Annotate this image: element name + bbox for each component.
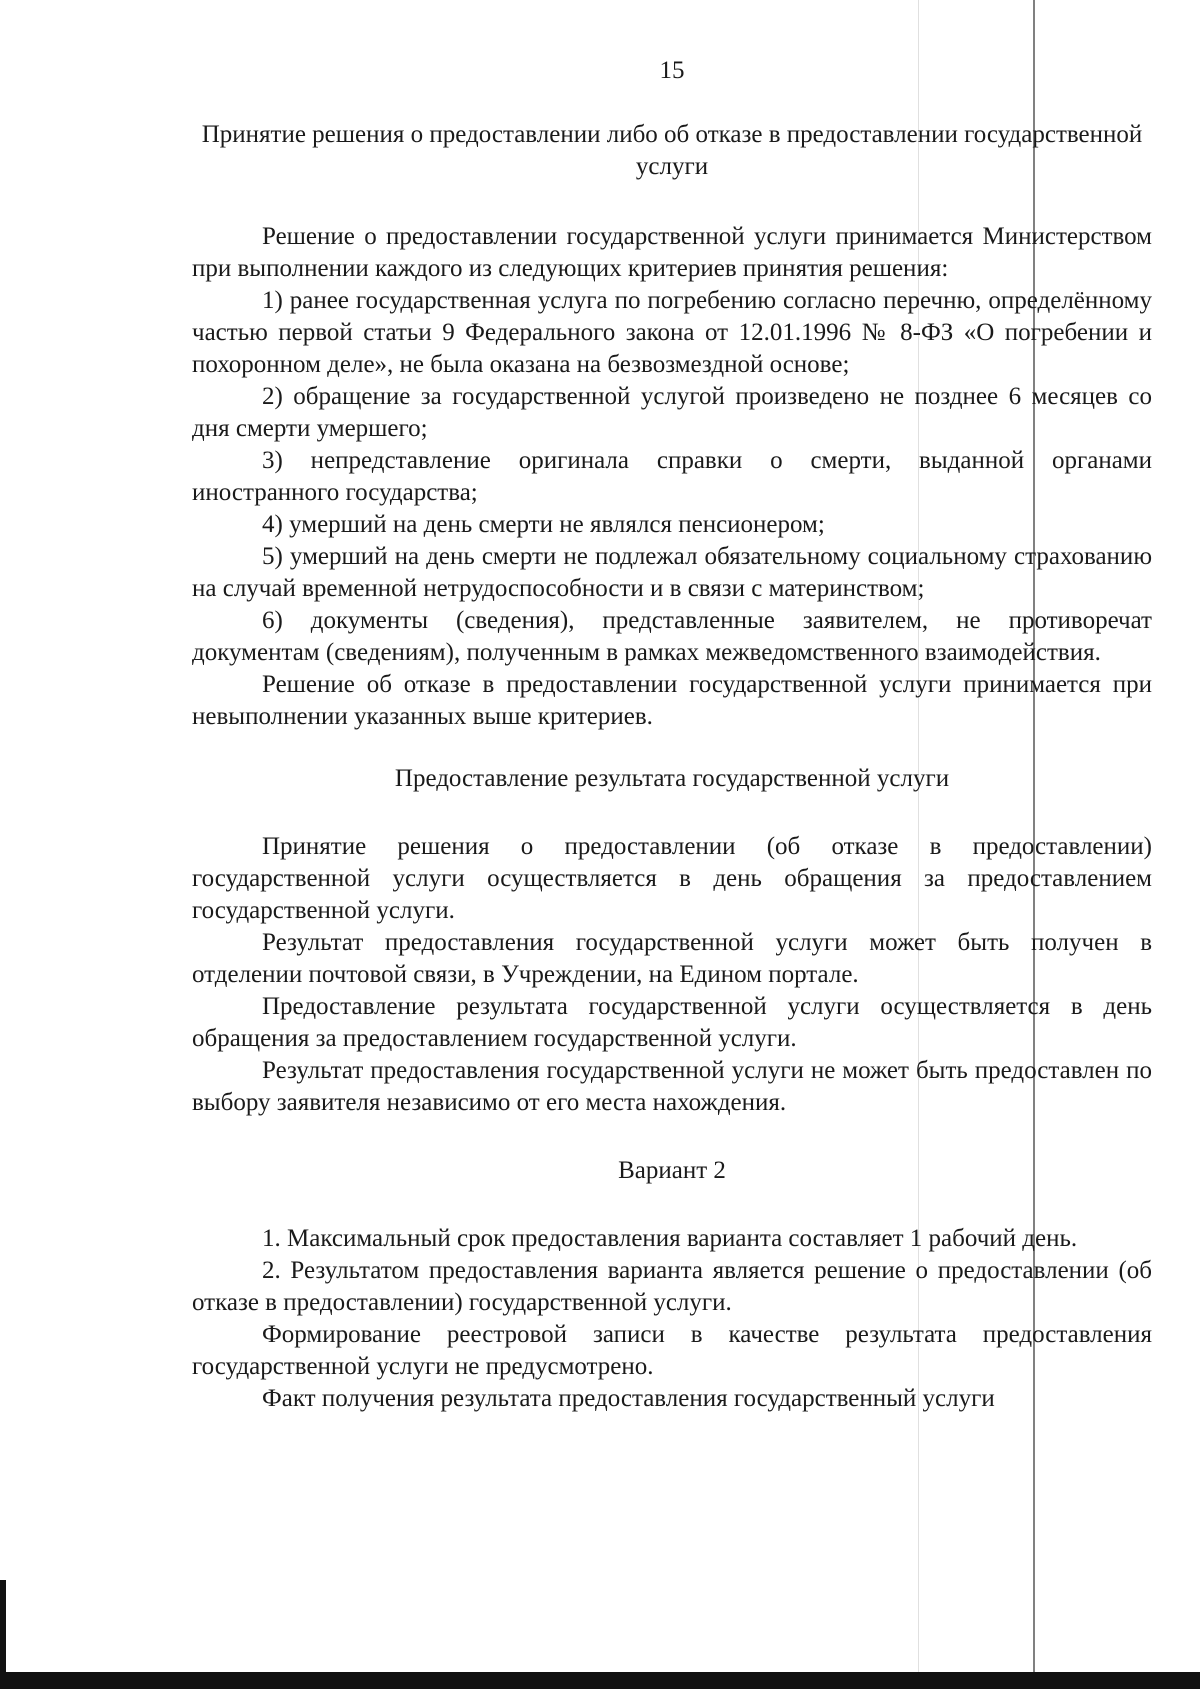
paragraph: Решение об отказе в предоставлении государственной услуги принимается при невыполнении указанных выше критериев. — [192, 671, 1152, 730]
list-item: 5) умерший на день смерти не подлежал обязательному социальному страхованию на случай временной нетрудоспособности и в связи с материнством; — [192, 543, 1152, 602]
section-heading: Принятие решения о предоставлении либо об отказе в предоставлении государственной услуги — [201, 121, 1143, 180]
section-heading: Вариант 2 — [618, 1157, 726, 1184]
list-item: 4) умерший на день смерти не являлся пенсионером; — [262, 511, 825, 538]
list-item: 1) ранее государственная услуга по погребению согласно перечню, определённому частью первой статьи 9 Федерального закона от 12.01.1996 № 8-ФЗ «О погребении и похоронном деле», не была оказана на безвозмездной основе; — [192, 287, 1152, 378]
list-item: 2. Результатом предоставления варианта является решение о предоставлении (об отказе в предоставлении) государственной услуги. — [192, 1257, 1152, 1316]
list-item: 2) обращение за государственной услугой произведено не позднее 6 месяцев со дня смерти умершего; — [192, 383, 1152, 442]
scan-artifact-edge — [0, 1672, 1200, 1689]
paragraph: Принятие решения о предоставлении (об отказе в предоставлении) государственной услуги осуществляется в день обращения за предоставлением государственной услуги. — [192, 833, 1152, 924]
paragraph: Формирование реестровой записи в качестве результата предоставления государственной услуги не предусмотрено. — [192, 1321, 1152, 1380]
list-item: 1. Максимальный срок предоставления варианта составляет 1 рабочий день. — [262, 1225, 1078, 1252]
paragraph: Результат предоставления государственной услуги не может быть предоставлен по выбору заявителя независимо от его места нахождения. — [192, 1057, 1152, 1116]
page-number: 15 — [659, 57, 685, 84]
list-item: 3) непредставление оригинала справки о смерти, выданной органами иностранного государства; — [192, 447, 1152, 506]
paragraph: Факт получения результата предоставления государственный услуги — [262, 1385, 995, 1412]
list-item: 6) документы (сведения), представленные заявителем, не противоречат документам (сведениям), полученным в рамках межведомственного взаимодействия. — [192, 607, 1152, 666]
paragraph: Предоставление результата государственной услуги осуществляется в день обращения за предоставлением государственной услуги. — [192, 993, 1152, 1052]
paragraph: Результат предоставления государственной услуги может быть получен в отделении почтовой связи, в Учреждении, на Едином портале. — [192, 929, 1152, 988]
document-body — [192, 119, 1152, 1415]
paragraph: Решение о предоставлении государственной услуги принимается Министерством при выполнении каждого из следующих критериев принятия решения: — [192, 223, 1152, 282]
scan-artifact-edge — [0, 1580, 6, 1675]
section-heading: Предоставление результата государственной услуги — [394, 765, 950, 792]
